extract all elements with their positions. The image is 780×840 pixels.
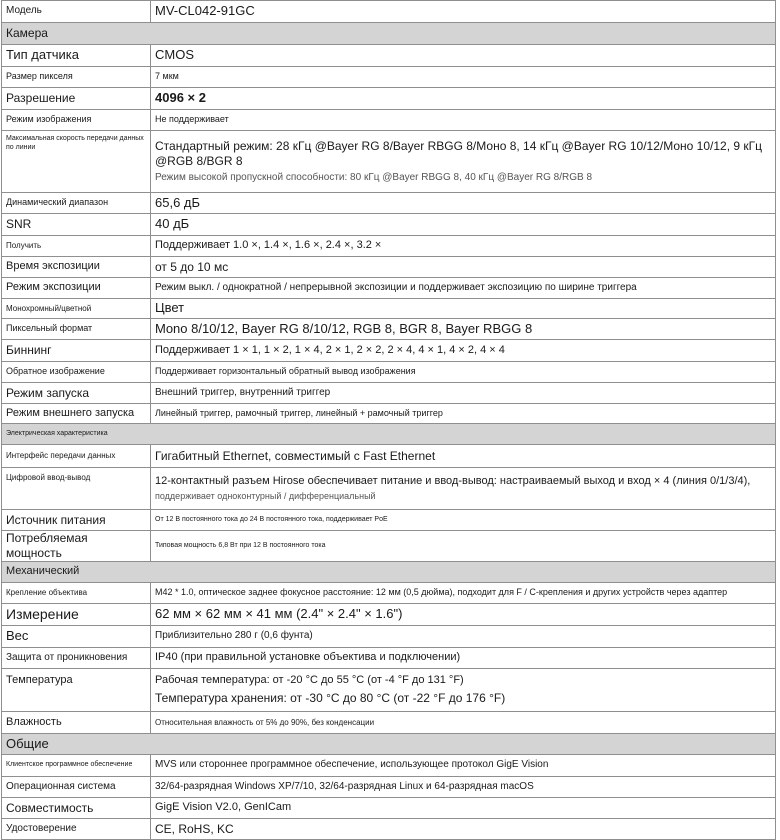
- model-value: MV-CL042-91GC: [151, 1, 776, 23]
- row-value: Поддерживает 1 × 1, 1 × 2, 1 × 4, 2 × 1, 2 × 2, 2 × 4, 4 × 1, 4 × 2, 4 × 4: [151, 340, 776, 362]
- row-reverse-image: [2, 362, 776, 383]
- row-value: CE, RoHS, KC: [151, 819, 776, 840]
- row-label: Режим экспозиции: [2, 278, 151, 299]
- row-value: 12-контактный разъем Hirose обеспечивает питание и ввод-вывод: настраиваемый выход и вход × 4 (линия 0/1/3/4),: [155, 474, 751, 487]
- section-title: Электрическая характеристика: [2, 424, 776, 445]
- row-value: MVS или стороннее программное обеспечение, использующее протокол GigE Vision: [151, 755, 776, 777]
- row-label: Крепление объектива: [2, 583, 151, 604]
- row-value: 7 мкм: [151, 67, 776, 88]
- row-label: Размер пикселя: [2, 67, 151, 88]
- row-power-source: [2, 510, 776, 531]
- row-label: Получить: [2, 236, 151, 257]
- row-label: Удостоверение: [2, 819, 151, 840]
- row-lens-mount: [2, 583, 776, 604]
- row-value: От 12 В постоянного тока до 24 В постоянного тока, поддерживает PoE: [151, 510, 776, 531]
- row-weight: [2, 626, 776, 648]
- row-value: Линейный триггер, рамочный триггер, линейный + рамочный триггер: [151, 404, 776, 424]
- row-value: Режим выкл. / однократной / непрерывной экспозиции и поддерживает экспозицию по ширине триггера: [151, 278, 776, 299]
- row-value: 32/64-разрядная Windows XP/7/10, 32/64-разрядная Linux и 64-разрядная macOS: [151, 777, 776, 798]
- row-exposure-mode: [2, 278, 776, 299]
- row-line-rate: [2, 131, 776, 193]
- row-model: [2, 1, 776, 23]
- row-value: Mono 8/10/12, Bayer RG 8/10/12, RGB 8, BGR 8, Bayer RBGG 8: [151, 319, 776, 340]
- row-value: Приблизительно 280 г (0,6 фунта): [151, 626, 776, 648]
- row-label: Режим внешнего запуска: [2, 404, 151, 424]
- row-trigger-mode: [2, 383, 776, 404]
- row-ext-trigger-mode: [2, 404, 776, 424]
- row-label: Динамический диапазон: [2, 193, 151, 214]
- row-label: Защита от проникновения: [2, 648, 151, 669]
- row-client-software: [2, 755, 776, 777]
- row-label: Цифровой ввод-вывод: [2, 468, 151, 510]
- row-value: CMOS: [151, 45, 776, 67]
- spec-table: [1, 0, 776, 840]
- row-pixel-format: [2, 319, 776, 340]
- row-image-mode: [2, 110, 776, 131]
- row-value-secondary: Режим высокой пропускной способности: 80 кГц @Bayer RBGG 8, 40 кГц @Bayer RG 8/RGB 8: [155, 171, 593, 183]
- row-value: Не поддерживает: [151, 110, 776, 131]
- row-label: Клиентское программное обеспечение: [2, 755, 151, 777]
- row-data-interface: [2, 445, 776, 468]
- row-label: Тип датчика: [2, 45, 151, 67]
- row-label: Совместимость: [2, 798, 151, 819]
- row-digital-io: [2, 468, 776, 510]
- row-snr: [2, 214, 776, 236]
- row-humidity: [2, 712, 776, 734]
- row-label: Интерфейс передачи данных: [2, 445, 151, 468]
- row-certification: [2, 819, 776, 840]
- row-label: Режим изображения: [2, 110, 151, 131]
- row-value: Рабочая температура: от -20 °C до 55 °C (от -4 °F до 131 °F): [155, 674, 464, 687]
- row-label: Потребляемая мощность: [2, 531, 151, 562]
- row-value: Цвет: [151, 299, 776, 319]
- row-ingress: [2, 648, 776, 669]
- row-label: SNR: [2, 214, 151, 236]
- row-dimension: [2, 604, 776, 626]
- row-label: Источник питания: [2, 510, 151, 531]
- row-resolution: [2, 88, 776, 110]
- row-label: Время экспозиции: [2, 257, 151, 278]
- section-title: Механический: [2, 562, 776, 583]
- row-value: Стандартный режим: 28 кГц @Bayer RG 8/Bayer RBGG 8/Моно 8, 14 кГц @Bayer RG 10/12/Моно 10/12, 9 кГц @RGB 8/BGR 8: [155, 138, 763, 168]
- row-label: Режим запуска: [2, 383, 151, 404]
- row-value: от 5 до 10 мс: [151, 257, 776, 278]
- row-value: 4096 × 2: [151, 88, 776, 110]
- row-value-secondary: Температура хранения: от -30 °C до 80 °C (от -22 °F до 176 °F): [155, 690, 506, 705]
- section-title: Камера: [2, 23, 776, 45]
- section-title: Общие: [2, 734, 776, 755]
- row-dynamic-range: [2, 193, 776, 214]
- row-label: Пиксельный формат: [2, 319, 151, 340]
- section-electrical: [2, 424, 776, 445]
- row-label: Обратное изображение: [2, 362, 151, 383]
- row-mono-color: [2, 299, 776, 319]
- row-label: Измерение: [2, 604, 151, 626]
- row-label: Влажность: [2, 712, 151, 734]
- row-label: Модель: [2, 1, 151, 23]
- row-value: Поддерживает горизонтальный обратный вывод изображения: [151, 362, 776, 383]
- spec-sheet: [1, 0, 776, 840]
- row-label: Биннинг: [2, 340, 151, 362]
- row-value: Гигабитный Ethernet, совместимый с Fast Ethernet: [151, 445, 776, 468]
- row-value: IP40 (при правильной установке объектива и подключении): [151, 648, 776, 669]
- row-pixel-size: [2, 67, 776, 88]
- row-label: Температура: [2, 669, 151, 712]
- section-mechanical: [2, 562, 776, 583]
- row-gain: [2, 236, 776, 257]
- row-value: M42 * 1.0, оптическое заднее фокусное расстояние: 12 мм (0,5 дюйма), подходит для F / C-крепления и других устройств через адаптер: [151, 583, 776, 604]
- row-value: Относительная влажность от 5% до 90%, без конденсации: [151, 712, 776, 734]
- row-label: Разрешение: [2, 88, 151, 110]
- row-value: Внешний триггер, внутренний триггер: [151, 383, 776, 404]
- row-label: Максимальная скорость передачи данных по линии: [2, 131, 151, 193]
- section-general: [2, 734, 776, 755]
- row-os: [2, 777, 776, 798]
- section-camera: [2, 23, 776, 45]
- row-value: 40 дБ: [151, 214, 776, 236]
- row-value: Поддерживает 1.0 ×, 1.4 ×, 1.6 ×, 2.4 ×, 3.2 ×: [151, 236, 776, 257]
- row-label: Операционная система: [2, 777, 151, 798]
- row-value: GigE Vision V2.0, GenICam: [151, 798, 776, 819]
- row-power-consumption: [2, 531, 776, 562]
- row-value: 62 мм × 62 мм × 41 мм (2.4" × 2.4" × 1.6"): [151, 604, 776, 626]
- row-label: Вес: [2, 626, 151, 648]
- row-compatibility: [2, 798, 776, 819]
- row-value: Типовая мощность 6,8 Вт при 12 В постоянного тока: [151, 531, 776, 562]
- row-sensor-type: [2, 45, 776, 67]
- row-binning: [2, 340, 776, 362]
- row-temperature: [2, 669, 776, 712]
- row-value: 65,6 дБ: [151, 193, 776, 214]
- row-value-secondary: поддерживает одноконтурный / дифференциальный: [155, 491, 376, 502]
- row-label: Монохромный/цветной: [2, 299, 151, 319]
- row-exposure-time: [2, 257, 776, 278]
